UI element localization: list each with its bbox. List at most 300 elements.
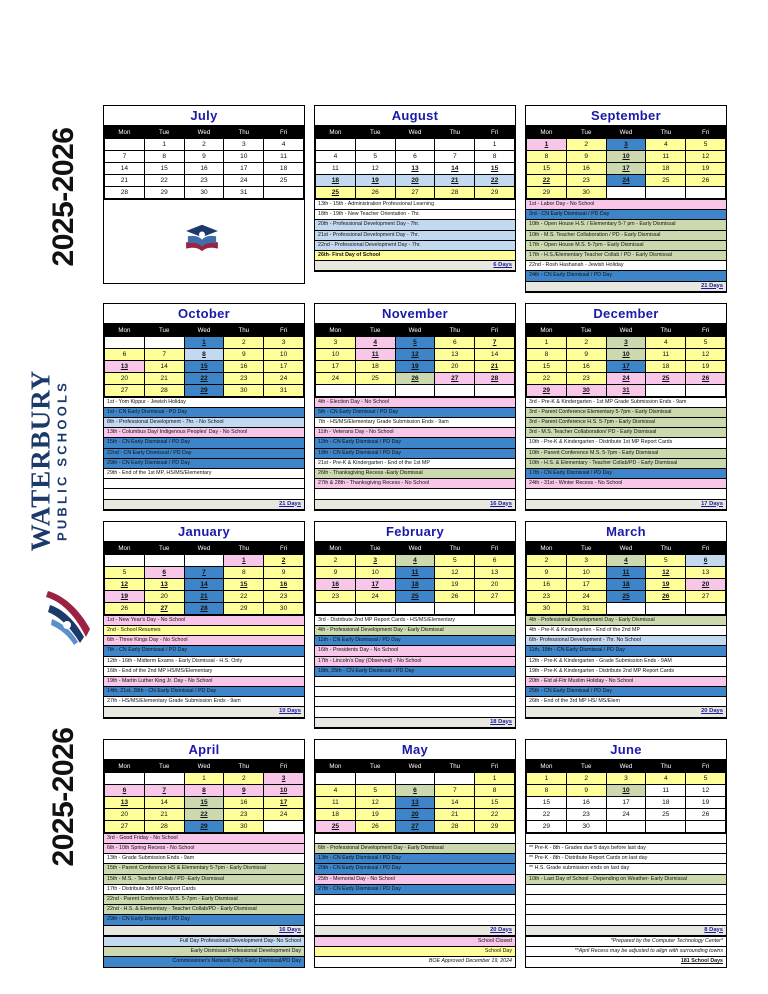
day-cell[interactable] [686, 175, 726, 187]
day-cell[interactable] [184, 187, 224, 199]
day-cell[interactable] [395, 796, 435, 808]
day-cell[interactable] [355, 163, 395, 175]
day-cell[interactable] [527, 372, 567, 384]
day-cell[interactable] [355, 372, 395, 384]
day-cell[interactable] [224, 348, 264, 360]
day-cell[interactable] [264, 151, 304, 163]
day-cell[interactable] [316, 554, 356, 566]
day-cell[interactable] [566, 554, 606, 566]
day-cell[interactable] [224, 784, 264, 796]
day-cell[interactable] [566, 808, 606, 820]
day-cell[interactable] [395, 808, 435, 820]
day-cell[interactable] [144, 360, 184, 372]
day-cell[interactable] [224, 151, 264, 163]
day-cell[interactable] [395, 175, 435, 187]
month-note: 1st - CN Early Dismissal - PD Day [104, 408, 304, 418]
day-cell[interactable] [566, 139, 606, 151]
day-cell[interactable] [475, 578, 515, 590]
day-cell[interactable] [435, 336, 475, 348]
day-cell[interactable] [224, 384, 264, 396]
day-cell[interactable] [475, 348, 515, 360]
day-cell[interactable] [184, 175, 224, 187]
day-cell[interactable] [316, 372, 356, 384]
day-cell[interactable] [646, 151, 686, 163]
day-cell[interactable] [527, 151, 567, 163]
day-cell[interactable] [435, 590, 475, 602]
day-cell[interactable] [355, 554, 395, 566]
day-cell[interactable] [184, 808, 224, 820]
day-cell[interactable] [475, 139, 515, 151]
month-note: 27th & 28th - Thanksgiving Recess - No School [315, 479, 515, 489]
day-cell[interactable] [566, 820, 606, 832]
month-note-empty [104, 489, 304, 499]
day-cell[interactable] [395, 360, 435, 372]
weekday-header-wed: Wed [606, 324, 646, 336]
day-cell[interactable] [527, 348, 567, 360]
day-cell[interactable] [475, 360, 515, 372]
day-cell[interactable] [224, 566, 264, 578]
day-cell[interactable] [475, 554, 515, 566]
weekday-header-tue: Tue [144, 127, 184, 139]
day-cell[interactable] [224, 187, 264, 199]
day-cell[interactable] [435, 348, 475, 360]
day-cell[interactable] [144, 808, 184, 820]
day-cell[interactable] [184, 163, 224, 175]
legend-item: School Closed [314, 937, 516, 947]
day-number: 4 [333, 786, 338, 794]
day-cell[interactable] [105, 566, 145, 578]
day-cell[interactable] [316, 566, 356, 578]
day-cell[interactable] [686, 796, 726, 808]
day-cell[interactable] [646, 360, 686, 372]
day-cell[interactable] [105, 372, 145, 384]
day-cell[interactable] [144, 139, 184, 151]
day-cell[interactable] [527, 175, 567, 187]
day-cell[interactable] [355, 784, 395, 796]
day-cell[interactable] [316, 187, 356, 199]
day-cell[interactable] [264, 360, 304, 372]
day-cell[interactable] [264, 796, 304, 808]
day-cell[interactable] [646, 784, 686, 796]
day-cell[interactable] [144, 175, 184, 187]
day-cell[interactable] [184, 360, 224, 372]
day-cell[interactable] [435, 554, 475, 566]
day-cell[interactable] [316, 796, 356, 808]
day-cell[interactable] [686, 163, 726, 175]
day-cell[interactable] [527, 139, 567, 151]
day-cell[interactable] [264, 590, 304, 602]
day-number: 26 [120, 604, 129, 612]
day-cell[interactable] [435, 784, 475, 796]
day-cell[interactable] [395, 163, 435, 175]
day-cell[interactable] [566, 336, 606, 348]
day-number: 1 [162, 141, 167, 148]
day-cell[interactable] [435, 578, 475, 590]
day-cell[interactable] [435, 360, 475, 372]
day-cell[interactable] [606, 578, 646, 590]
day-cell[interactable] [566, 578, 606, 590]
day-cell[interactable] [646, 796, 686, 808]
day-cell[interactable] [224, 808, 264, 820]
day-cell[interactable] [395, 820, 435, 832]
day-cell[interactable] [475, 151, 515, 163]
day-cell[interactable] [646, 554, 686, 566]
day-cell[interactable] [105, 348, 145, 360]
day-cell[interactable] [184, 348, 224, 360]
day-cell[interactable] [316, 163, 356, 175]
day-cell[interactable] [475, 163, 515, 175]
weekday-header-fri: Fri [264, 324, 304, 336]
day-cell[interactable] [395, 784, 435, 796]
day-cell[interactable] [144, 590, 184, 602]
day-cell[interactable] [224, 554, 264, 566]
day-cell[interactable] [105, 187, 145, 199]
day-cell[interactable] [105, 808, 145, 820]
day-cell[interactable] [355, 566, 395, 578]
day-cell[interactable] [686, 372, 726, 384]
month-notes [526, 397, 726, 510]
day-cell[interactable] [566, 772, 606, 784]
month-note: 26th- First Day of School [315, 251, 515, 261]
day-cell[interactable] [264, 384, 304, 396]
day-cell[interactable] [184, 590, 224, 602]
day-cell[interactable] [475, 820, 515, 832]
day-cell[interactable] [475, 187, 515, 199]
day-cell[interactable] [144, 602, 184, 614]
day-cell[interactable] [224, 602, 264, 614]
day-cell[interactable] [686, 578, 726, 590]
day-cell[interactable] [264, 808, 304, 820]
day-cell[interactable] [355, 796, 395, 808]
day-cell[interactable] [264, 772, 304, 784]
day-cell[interactable] [606, 808, 646, 820]
day-cell[interactable] [606, 336, 646, 348]
day-cell[interactable] [224, 372, 264, 384]
day-cell[interactable] [475, 796, 515, 808]
day-cell[interactable] [355, 336, 395, 348]
day-cell[interactable] [224, 175, 264, 187]
day-cell[interactable] [646, 336, 686, 348]
day-cell[interactable] [105, 578, 145, 590]
day-number: 10 [622, 786, 630, 794]
day-cell[interactable] [184, 384, 224, 396]
day-cell[interactable] [435, 163, 475, 175]
day-cell[interactable] [646, 566, 686, 578]
day-cell[interactable] [566, 372, 606, 384]
day-cell[interactable] [606, 151, 646, 163]
day-cell[interactable] [355, 151, 395, 163]
day-cell[interactable] [355, 808, 395, 820]
day-cell[interactable] [395, 590, 435, 602]
day-cell[interactable] [105, 796, 145, 808]
day-cell[interactable] [606, 566, 646, 578]
day-cell[interactable] [686, 808, 726, 820]
day-cell[interactable] [566, 151, 606, 163]
day-cell[interactable] [316, 336, 356, 348]
day-cell[interactable] [646, 372, 686, 384]
day-cell[interactable] [686, 566, 726, 578]
day-cell[interactable] [475, 784, 515, 796]
day-cell[interactable] [184, 784, 224, 796]
day-cell-empty [316, 139, 356, 151]
day-cell[interactable] [264, 602, 304, 614]
day-cell[interactable] [105, 175, 145, 187]
day-cell[interactable] [606, 175, 646, 187]
week-row [316, 566, 515, 578]
day-cell[interactable] [606, 163, 646, 175]
day-cell[interactable] [264, 348, 304, 360]
day-cell[interactable] [475, 372, 515, 384]
day-cell[interactable] [184, 772, 224, 784]
day-number: 15 [200, 798, 208, 806]
day-cell[interactable] [527, 554, 567, 566]
day-cell[interactable] [144, 384, 184, 396]
week-row [527, 336, 726, 348]
day-cell[interactable] [527, 566, 567, 578]
day-cell[interactable] [686, 348, 726, 360]
day-cell[interactable] [184, 820, 224, 832]
day-cell[interactable] [355, 820, 395, 832]
day-number: 3 [281, 774, 286, 782]
day-number: 8 [492, 786, 497, 794]
day-cell[interactable] [686, 784, 726, 796]
day-cell[interactable] [527, 360, 567, 372]
day-cell[interactable] [316, 360, 356, 372]
day-cell[interactable] [264, 578, 304, 590]
day-cell[interactable] [264, 336, 304, 348]
day-number: 20 [411, 810, 419, 818]
day-cell[interactable] [606, 590, 646, 602]
day-cell[interactable] [316, 590, 356, 602]
day-cell[interactable] [475, 566, 515, 578]
day-cell[interactable] [355, 578, 395, 590]
day-cell[interactable] [527, 578, 567, 590]
day-cell[interactable] [606, 796, 646, 808]
day-cell[interactable] [646, 772, 686, 784]
week-row [527, 578, 726, 590]
day-cell[interactable] [224, 772, 264, 784]
day-cell[interactable] [105, 151, 145, 163]
day-cell[interactable] [184, 336, 224, 348]
day-cell[interactable] [395, 578, 435, 590]
day-cell[interactable] [184, 602, 224, 614]
day-cell[interactable] [527, 772, 567, 784]
day-cell[interactable] [144, 187, 184, 199]
day-cell[interactable] [686, 139, 726, 151]
day-cell[interactable] [224, 796, 264, 808]
day-cell[interactable] [316, 348, 356, 360]
day-cell[interactable] [105, 784, 145, 796]
month-january [103, 521, 305, 719]
day-number: 4 [373, 338, 378, 346]
day-cell[interactable] [144, 372, 184, 384]
day-cell[interactable] [264, 566, 304, 578]
day-cell[interactable] [316, 784, 356, 796]
day-cell[interactable] [686, 554, 726, 566]
day-cell[interactable] [395, 566, 435, 578]
day-cell[interactable] [224, 139, 264, 151]
day-cell[interactable] [316, 151, 356, 163]
day-number: 29 [200, 822, 208, 830]
month-march [525, 521, 727, 719]
day-cell[interactable] [475, 175, 515, 187]
day-cell[interactable] [316, 175, 356, 187]
weekday-header-thu: Thu [435, 127, 475, 139]
day-number: 16 [240, 362, 248, 370]
day-cell[interactable] [264, 163, 304, 175]
day-cell[interactable] [566, 175, 606, 187]
day-cell[interactable] [144, 566, 184, 578]
day-cell[interactable] [264, 372, 304, 384]
day-cell[interactable] [686, 590, 726, 602]
week-row [105, 348, 304, 360]
day-cell[interactable] [224, 163, 264, 175]
day-cell[interactable] [606, 772, 646, 784]
day-cell[interactable] [566, 348, 606, 360]
day-cell[interactable] [527, 590, 567, 602]
day-number: 27 [411, 189, 419, 196]
day-cell[interactable] [527, 820, 567, 832]
day-cell[interactable] [527, 187, 567, 199]
day-cell[interactable] [475, 590, 515, 602]
day-cell[interactable] [606, 348, 646, 360]
day-cell[interactable] [527, 163, 567, 175]
day-cell[interactable] [395, 554, 435, 566]
day-cell[interactable] [395, 348, 435, 360]
day-cell[interactable] [606, 360, 646, 372]
day-cell[interactable] [144, 163, 184, 175]
day-cell[interactable] [144, 348, 184, 360]
day-cell[interactable] [646, 578, 686, 590]
day-cell[interactable] [395, 372, 435, 384]
day-cell[interactable] [435, 187, 475, 199]
day-cell[interactable] [527, 336, 567, 348]
day-cell[interactable] [224, 336, 264, 348]
day-number: 25 [411, 592, 419, 600]
day-cell[interactable] [646, 175, 686, 187]
day-cell[interactable] [686, 336, 726, 348]
day-cell[interactable] [527, 602, 567, 614]
day-cell[interactable] [606, 384, 646, 396]
day-cell[interactable] [264, 175, 304, 187]
day-cell[interactable] [144, 784, 184, 796]
day-cell-empty [606, 187, 646, 199]
day-cell[interactable] [184, 151, 224, 163]
day-number: 30 [279, 604, 288, 612]
day-cell[interactable] [566, 384, 606, 396]
day-cell[interactable] [435, 808, 475, 820]
day-cell[interactable] [144, 796, 184, 808]
month-note: 4th - Election Day - No School [315, 398, 515, 408]
day-cell[interactable] [355, 360, 395, 372]
day-cell[interactable] [527, 784, 567, 796]
day-cell[interactable] [316, 820, 356, 832]
day-cell[interactable] [264, 784, 304, 796]
day-cell[interactable] [105, 820, 145, 832]
day-cell[interactable] [105, 602, 145, 614]
day-cell[interactable] [184, 372, 224, 384]
day-cell[interactable] [144, 820, 184, 832]
day-cell[interactable] [527, 384, 567, 396]
day-cell[interactable] [566, 360, 606, 372]
day-cell[interactable] [224, 820, 264, 832]
day-cell[interactable] [566, 187, 606, 199]
day-cell[interactable] [606, 372, 646, 384]
day-cell[interactable] [435, 372, 475, 384]
day-cell[interactable] [646, 590, 686, 602]
day-cell[interactable] [224, 578, 264, 590]
day-cell[interactable] [355, 590, 395, 602]
day-cell[interactable] [475, 772, 515, 784]
day-cell[interactable] [646, 808, 686, 820]
day-cell[interactable] [566, 590, 606, 602]
day-cell[interactable] [264, 139, 304, 151]
day-cell[interactable] [264, 554, 304, 566]
day-cell[interactable] [144, 578, 184, 590]
day-cell[interactable] [606, 784, 646, 796]
month-notes [315, 833, 515, 936]
day-cell[interactable] [566, 796, 606, 808]
weekday-header-mon: Mon [316, 542, 356, 554]
day-cell[interactable] [395, 151, 435, 163]
day-cell[interactable] [395, 187, 435, 199]
day-cell[interactable] [435, 820, 475, 832]
day-cell[interactable] [105, 590, 145, 602]
day-cell[interactable] [395, 336, 435, 348]
day-cell[interactable] [435, 796, 475, 808]
day-cell[interactable] [355, 348, 395, 360]
day-cell[interactable] [316, 808, 356, 820]
day-cell[interactable] [527, 808, 567, 820]
day-cell[interactable] [566, 602, 606, 614]
day-cell[interactable] [475, 808, 515, 820]
day-number: 20 [451, 362, 459, 370]
day-cell[interactable] [475, 336, 515, 348]
day-cell[interactable] [566, 784, 606, 796]
day-cell[interactable] [224, 360, 264, 372]
day-cell[interactable] [435, 566, 475, 578]
day-cell[interactable] [606, 139, 646, 151]
day-cell[interactable] [105, 163, 145, 175]
day-cell[interactable] [184, 566, 224, 578]
week-row [316, 360, 515, 372]
day-cell[interactable] [646, 163, 686, 175]
day-cell[interactable] [224, 590, 264, 602]
day-cell[interactable] [355, 187, 395, 199]
week-row [316, 602, 515, 614]
day-cell[interactable] [566, 566, 606, 578]
day-cell[interactable] [566, 163, 606, 175]
day-cell[interactable] [686, 360, 726, 372]
day-cell[interactable] [646, 139, 686, 151]
day-cell[interactable] [646, 348, 686, 360]
day-cell[interactable] [105, 360, 145, 372]
day-cell[interactable] [686, 151, 726, 163]
day-cell[interactable] [144, 151, 184, 163]
day-cell[interactable] [606, 554, 646, 566]
day-cell[interactable] [435, 151, 475, 163]
day-cell[interactable] [184, 578, 224, 590]
day-cell[interactable] [435, 175, 475, 187]
day-cell[interactable] [184, 796, 224, 808]
day-cell[interactable] [105, 384, 145, 396]
day-cell[interactable] [184, 139, 224, 151]
day-number: 16 [582, 798, 590, 806]
day-cell[interactable] [527, 796, 567, 808]
day-cell[interactable] [316, 578, 356, 590]
day-cell[interactable] [355, 175, 395, 187]
day-cell[interactable] [686, 772, 726, 784]
